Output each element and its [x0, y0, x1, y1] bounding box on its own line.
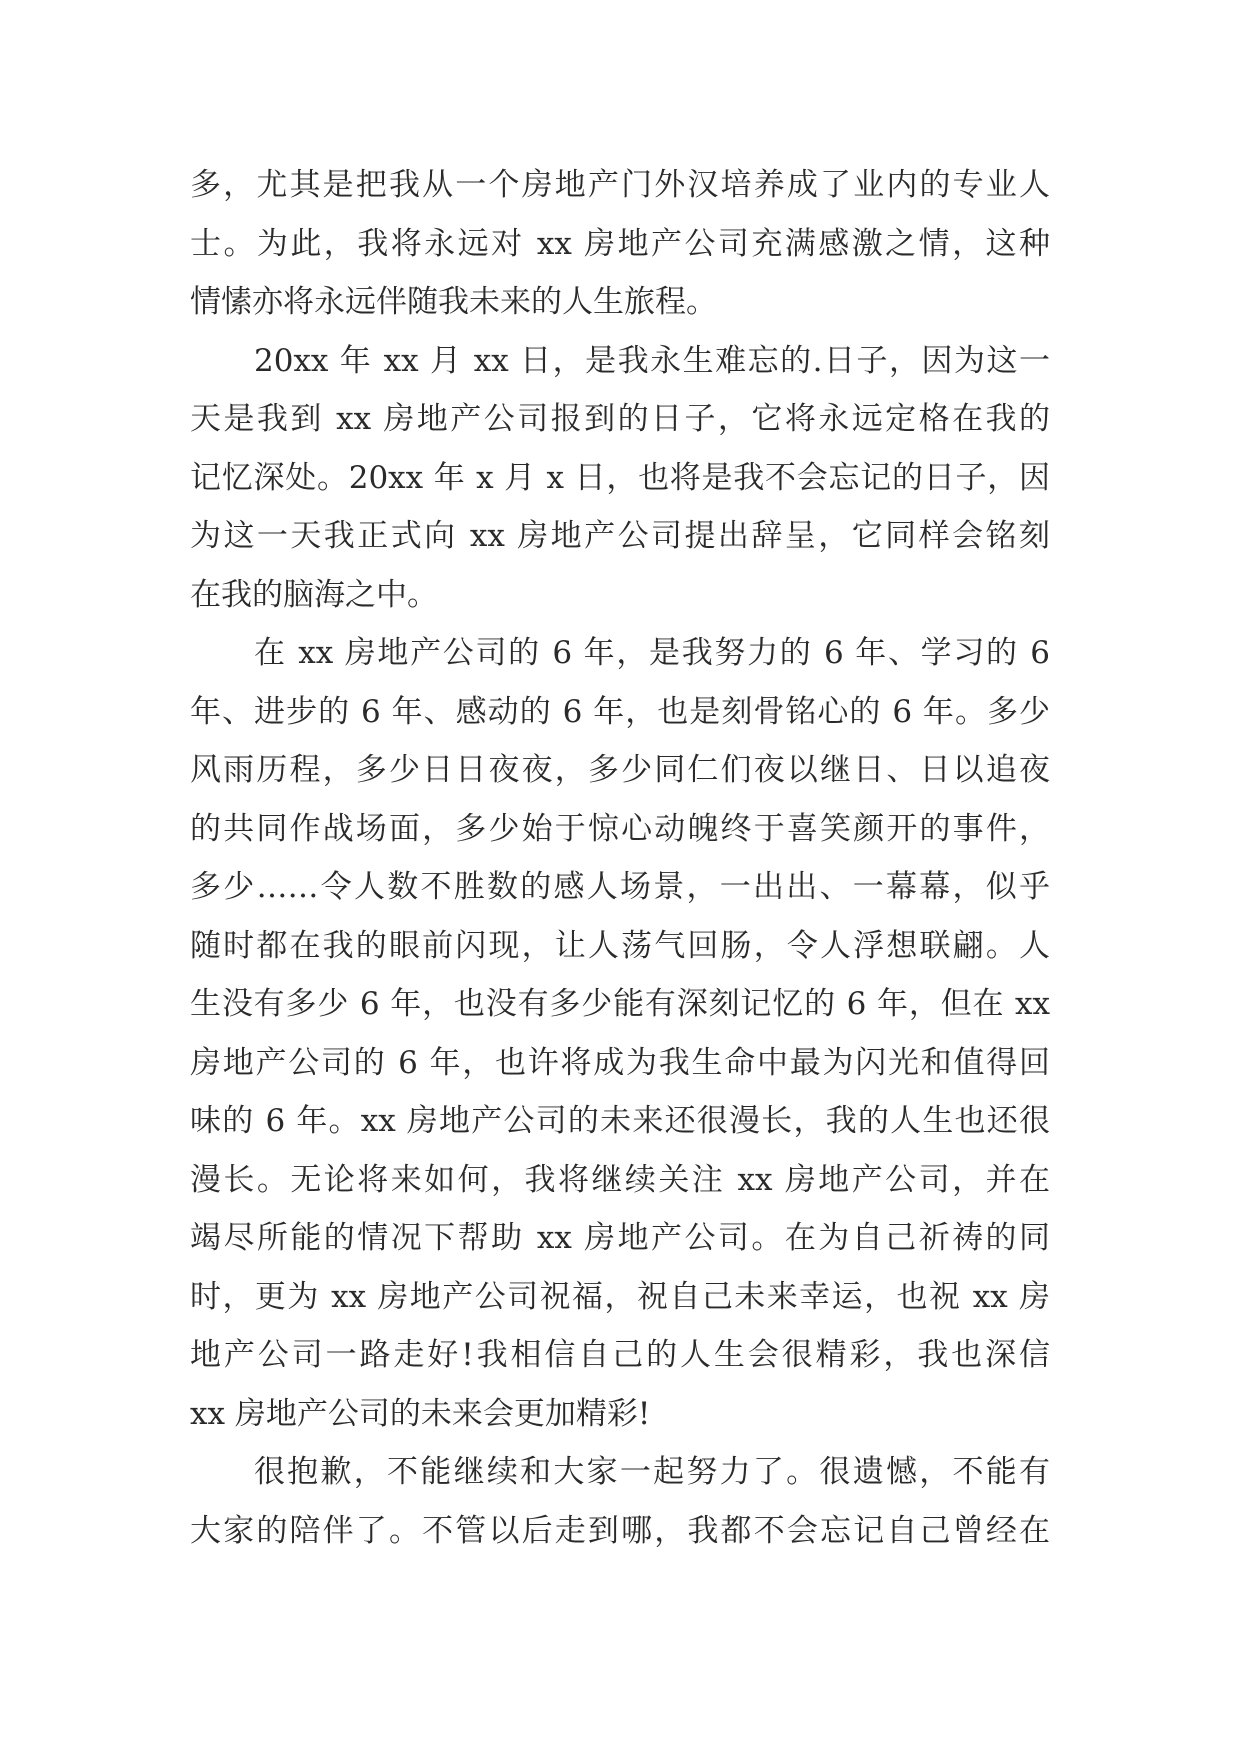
text-line: 情愫亦将永远伴随我未来的人生旅程。: [190, 284, 717, 320]
paragraph: [190, 156, 1050, 332]
text-line: 时，更为 xx 房地产公司祝福，祝自己未来幸运，也祝 xx 房: [190, 1278, 1050, 1315]
text-line: 年、进步的 6 年、感动的 6 年，也是刻骨铭心的 6 年。多少: [190, 693, 1050, 730]
text-line: 生没有多少 6 年，也没有多少能有深刻记忆的 6 年，但在 xx: [190, 986, 1050, 1022]
text-line: 地产公司一路走好!我相信自己的人生会很精彩，我也深信: [190, 1337, 1050, 1373]
text-line: 房地产公司的 6 年，也许将成为我生命中最为闪光和值得回: [190, 1044, 1050, 1081]
text-line: 味的 6 年。xx 房地产公司的未来还很漫长，我的人生也还很: [190, 1103, 1050, 1139]
text-line: xx 房地产公司的未来会更加精彩!: [190, 1395, 651, 1432]
text-line: 为这一天我正式向 xx 房地产公司提出辞呈，它同样会铭刻: [190, 518, 1050, 554]
text-line: 漫长。无论将来如何，我将继续关注 xx 房地产公司，并在: [190, 1161, 1050, 1198]
text-line: 在我的脑海之中。: [190, 576, 438, 613]
text-line: 天是我到 xx 房地产公司报到的日子，它将永远定格在我的: [190, 401, 1050, 437]
text-line: 风雨历程，多少日日夜夜，多少同仁们夜以继日、日以追夜: [190, 752, 1050, 788]
document-body: [190, 156, 1050, 1560]
text-line: 随时都在我的眼前闪现，让人荡气回肠，令人浮想联翩。人: [190, 927, 1050, 964]
text-line: 在 xx 房地产公司的 6 年，是我努力的 6 年、学习的 6: [254, 635, 1050, 671]
paragraph: [190, 1443, 1050, 1560]
text-line: 很抱歉，不能继续和大家一起努力了。很遗憾，不能有: [254, 1454, 1050, 1490]
paragraph: [190, 332, 1050, 625]
text-line: 的共同作战场面，多少始于惊心动魄终于喜笑颜开的事件，: [190, 810, 1050, 847]
text-line: 20xx 年 xx 月 xx 日，是我永生难忘的.日子，因为这一: [254, 342, 1050, 379]
paragraph: [190, 624, 1050, 1443]
text-line: 竭尽所能的情况下帮助 xx 房地产公司。在为自己祈祷的同: [190, 1220, 1050, 1256]
text-line: 多少……令人数不胜数的感人场景，一出出、一幕幕，似乎: [190, 869, 1050, 905]
text-line: 记忆深处。20xx 年 x 月 x 日，也将是我不会忘记的日子，因: [190, 459, 1050, 496]
text-line: 士。为此，我将永远对 xx 房地产公司充满感激之情，这种: [190, 225, 1050, 262]
text-line: 大家的陪伴了。不管以后走到哪，我都不会忘记自己曾经在: [190, 1512, 1050, 1549]
text-line: 多，尤其是把我从一个房地产门外汉培养成了业内的专业人: [190, 167, 1050, 203]
